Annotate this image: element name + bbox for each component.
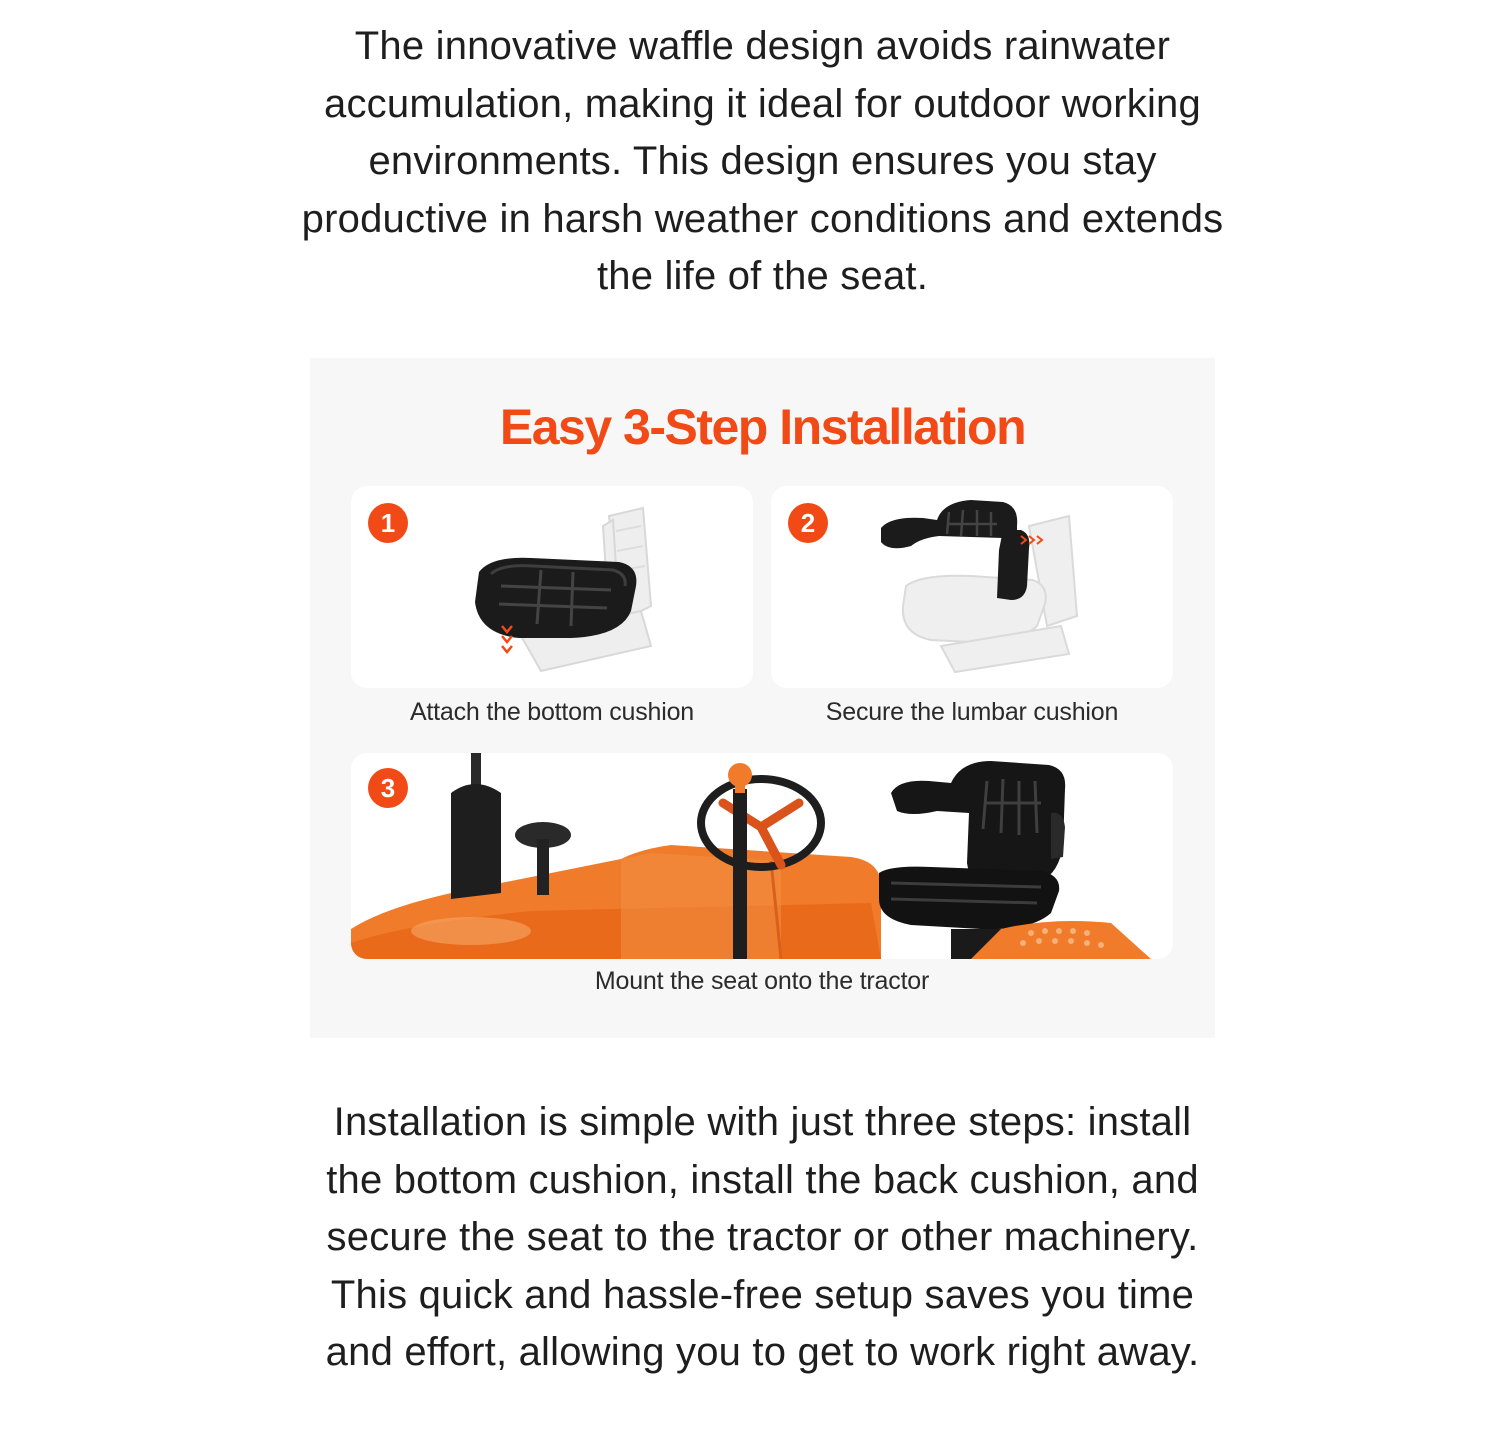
step-1-caption: Attach the bottom cushion [409,698,695,726]
step-3-badge: 3 [368,768,408,808]
step-3-caption: Mount the seat onto the tractor [594,967,930,995]
seat-lumbar-cushion-illustration [771,486,1173,688]
installation-title: Easy 3-Step Installation [499,399,1026,455]
step-3-card [351,753,1173,959]
installation-panel [310,358,1215,1038]
closing-paragraph: Installation is simple with just three steps: install the bottom cushion, install the back cushion, and secure the seat to the tractor or other machinery. This quick and hassle-free setup saves you time and effort, allowing you to get to work right away. [325,1100,1200,1375]
seat-bottom-cushion-illustration [351,486,753,688]
step-2-caption: Secure the lumbar cushion [825,698,1119,726]
step-1-card [351,486,753,688]
step-1-badge: 1 [368,503,408,543]
intro-paragraph: The innovative waffle design avoids rainwater accumulation, making it ideal for outdoor working environments. This design ensures you stay productive in harsh weather conditions and extends the life of the seat. [301,24,1224,299]
seat-on-tractor-illustration [351,753,1173,959]
step-2-badge: 2 [788,503,828,543]
step-2-card [771,486,1173,688]
